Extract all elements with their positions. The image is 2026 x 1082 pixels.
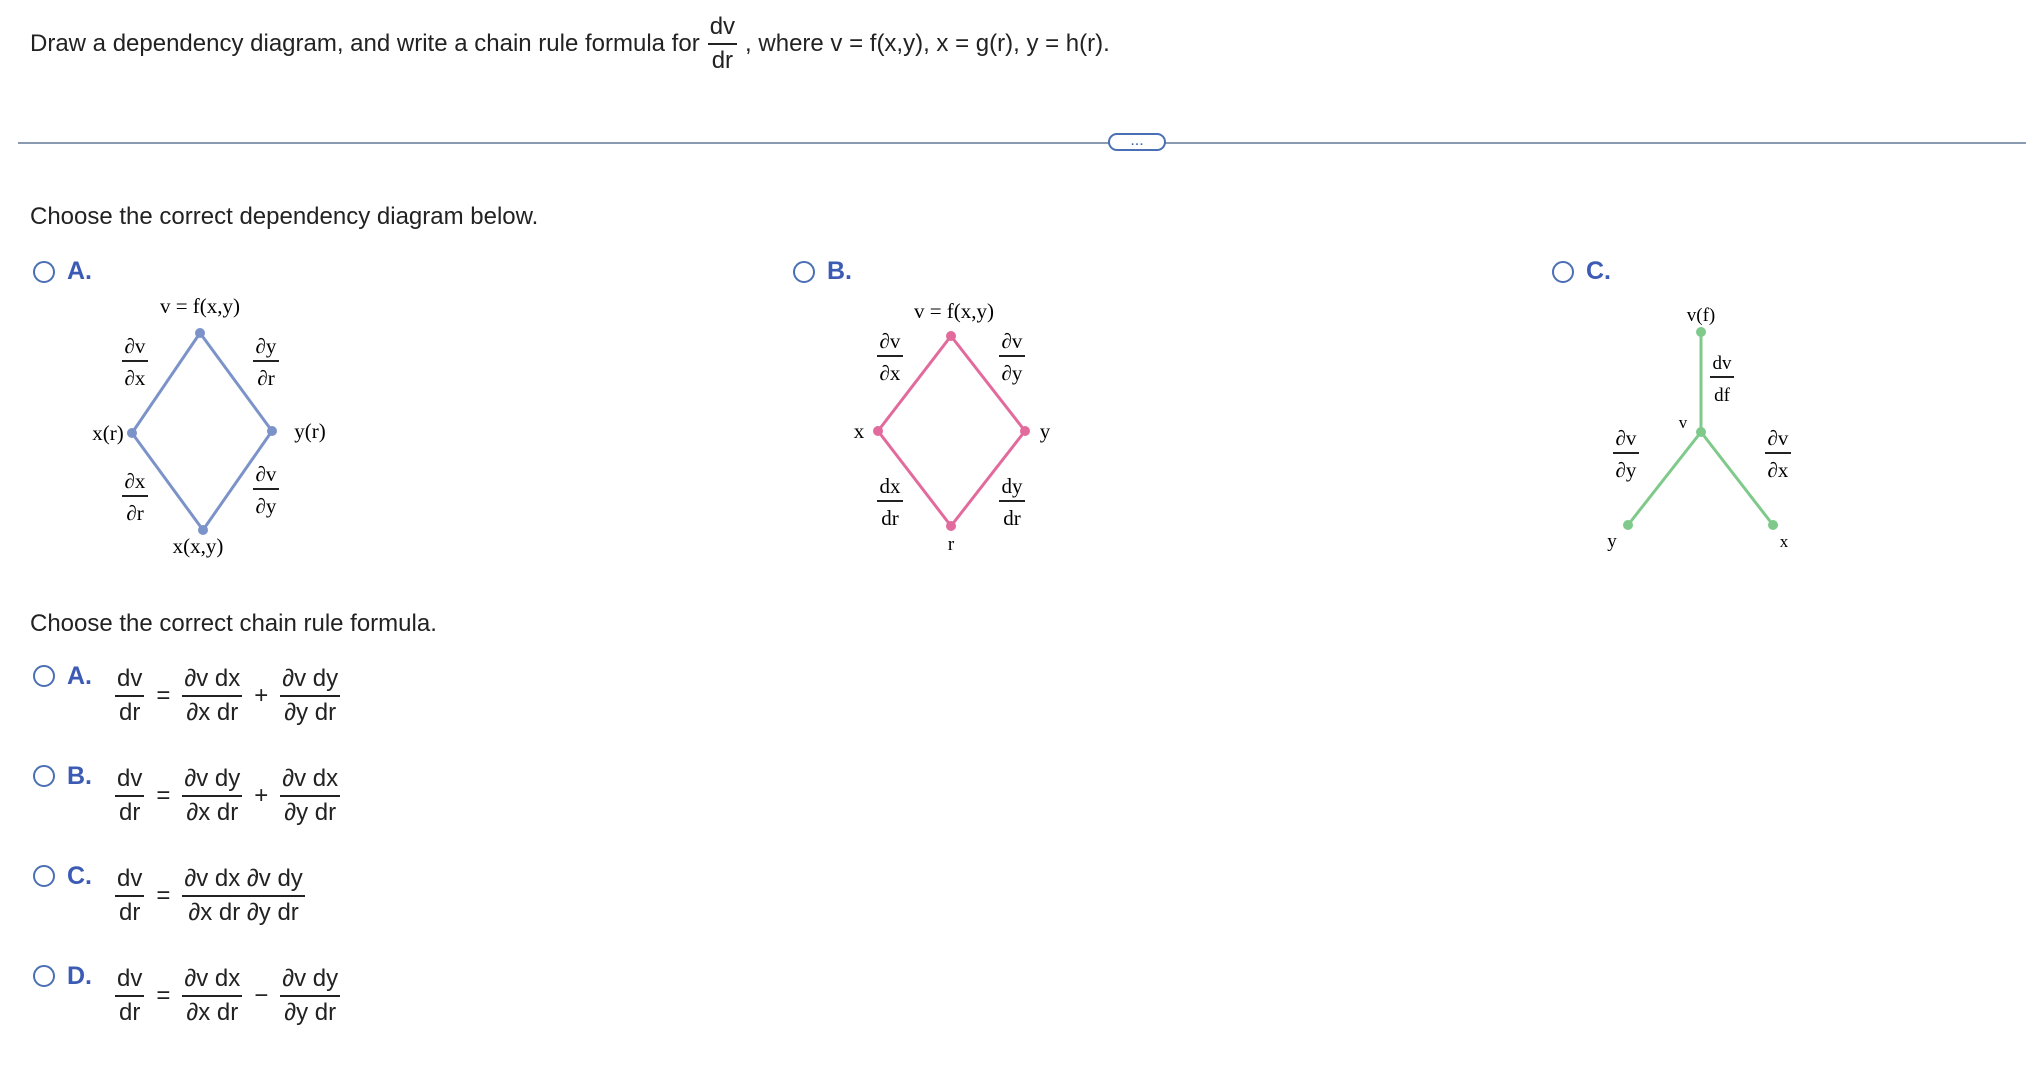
svg-text:dx: dx	[879, 474, 901, 498]
svg-text:∂y: ∂y	[1615, 458, 1637, 482]
node-right	[267, 426, 277, 436]
svg-text:∂v: ∂v	[124, 334, 146, 358]
svg-text:df: df	[1714, 385, 1730, 406]
svg-text:∂x: ∂x	[1767, 458, 1789, 482]
option-label: A.	[67, 257, 92, 285]
svg-text:∂y: ∂y	[1001, 361, 1023, 385]
diagram-c-graph	[1590, 295, 1816, 565]
edge-left	[1628, 432, 1701, 525]
svg-text:∂y: ∂y	[255, 494, 277, 518]
node-top	[946, 331, 956, 341]
edge-right	[1701, 432, 1773, 525]
svg-text:∂r: ∂r	[126, 501, 144, 525]
svg-text:∂v: ∂v	[1001, 329, 1023, 353]
node-top	[1696, 327, 1706, 337]
radio-formula-b[interactable]	[33, 765, 55, 787]
diagram-option-b[interactable]	[793, 257, 852, 286]
node-top	[195, 328, 205, 338]
svg-text:∂x: ∂x	[124, 366, 146, 390]
svg-text:dy: dy	[1001, 474, 1023, 498]
formula-option-c[interactable]: C. $\frac{dv}{dr}$ = $\frac{\text{∂v dx ∂v dy}}{\text{∂x dr ∂y dr}}$	[33, 862, 305, 927]
more-button[interactable]: ...	[1108, 133, 1166, 151]
separator-line	[18, 142, 2026, 144]
question-fraction: $\frac{dv}{dr}$	[709, 13, 736, 75]
label-right: y(r)	[294, 419, 326, 443]
formula-d: $\frac{dv}{dr}$ = $\frac{\text{∂v dx}}{\text{∂x dr}}$ − $\frac{\text{∂v dy}}{\text{∂y dr}}$	[117, 965, 339, 1027]
radio-diagram-a[interactable]	[33, 261, 55, 283]
question-text	[30, 14, 1110, 75]
option-label: C.	[1586, 257, 1611, 285]
node-right	[1020, 426, 1030, 436]
svg-text:dr: dr	[1003, 506, 1021, 530]
radio-diagram-b[interactable]	[793, 261, 815, 283]
svg-text:∂v: ∂v	[1615, 426, 1637, 450]
label-bottom: r	[947, 534, 955, 555]
svg-text:∂v: ∂v	[1767, 426, 1789, 450]
formula-option-d[interactable]: D. $\frac{dv}{dr}$ = $\frac{\text{∂v dx}}{\text{∂x dr}}$ − $\frac{\text{∂v dy}}{\text{∂y dr}}$	[33, 962, 340, 1027]
label-top: v = f(x,y)	[159, 294, 241, 318]
svg-text:∂v: ∂v	[879, 329, 901, 353]
node-bottom	[946, 521, 956, 531]
question-suffix: , where v = f(x,y), x = g(r), y = h(r).	[745, 30, 1110, 58]
radio-formula-d[interactable]	[33, 965, 55, 987]
formula-c: $\frac{dv}{dr}$ = $\frac{\text{∂v dx ∂v dy}}{\text{∂x dr ∂y dr}}$	[117, 865, 303, 927]
label-left: y	[1607, 531, 1617, 552]
svg-text:dv: dv	[1712, 353, 1732, 374]
diagram-b-graph	[840, 290, 1080, 570]
label-right: y	[1039, 419, 1051, 443]
diagram-option-c[interactable]	[1552, 257, 1611, 286]
question-prefix: Draw a dependency diagram, and write a chain rule formula for	[30, 30, 700, 58]
svg-text:∂v: ∂v	[255, 462, 277, 486]
radio-formula-a[interactable]	[33, 665, 55, 687]
svg-text:∂y: ∂y	[255, 334, 277, 358]
diagram-prompt: Choose the correct dependency diagram below.	[30, 203, 539, 230]
formula-prompt: Choose the correct chain rule formula.	[30, 610, 437, 637]
formula-option-a[interactable]: A. $\frac{dv}{dr}$ = $\frac{\text{∂v dx}}{\text{∂x dr}}$ + $\frac{\text{∂v dy}}{\text{∂y dr}}$	[33, 662, 340, 727]
option-label: B.	[827, 257, 852, 285]
formula-option-b[interactable]: B. $\frac{dv}{dr}$ = $\frac{\text{∂v dy}}{\text{∂x dr}}$ + $\frac{\text{∂v dx}}{\text{∂y dr}}$	[33, 762, 340, 827]
label-mid: v	[1678, 413, 1688, 432]
svg-text:∂x: ∂x	[879, 361, 901, 385]
svg-text:dr: dr	[881, 506, 899, 530]
radio-diagram-c[interactable]	[1552, 261, 1574, 283]
node-left	[1623, 520, 1633, 530]
label-left: x(r)	[92, 421, 124, 445]
node-left	[873, 426, 883, 436]
formula-a: $\frac{dv}{dr}$ = $\frac{\text{∂v dx}}{\text{∂x dr}}$ + $\frac{\text{∂v dy}}{\text{∂y dr}}$	[117, 665, 339, 727]
node-left	[127, 428, 137, 438]
label-right: x	[1779, 532, 1789, 551]
diagram-option-a[interactable]	[33, 257, 92, 286]
label-bottom: x(x,y)	[172, 534, 224, 558]
label-top: v = f(x,y)	[913, 299, 995, 323]
label-left: x	[853, 419, 865, 443]
svg-text:∂x: ∂x	[124, 469, 146, 493]
node-right	[1768, 520, 1778, 530]
radio-formula-c[interactable]	[33, 865, 55, 887]
label-top: v(f)	[1686, 305, 1716, 326]
node-mid	[1696, 427, 1706, 437]
diagram-a-graph	[60, 285, 380, 565]
formula-b: $\frac{dv}{dr}$ = $\frac{\text{∂v dy}}{\text{∂x dr}}$ + $\frac{\text{∂v dx}}{\text{∂y dr}}$	[117, 765, 339, 827]
svg-text:∂r: ∂r	[257, 366, 275, 390]
